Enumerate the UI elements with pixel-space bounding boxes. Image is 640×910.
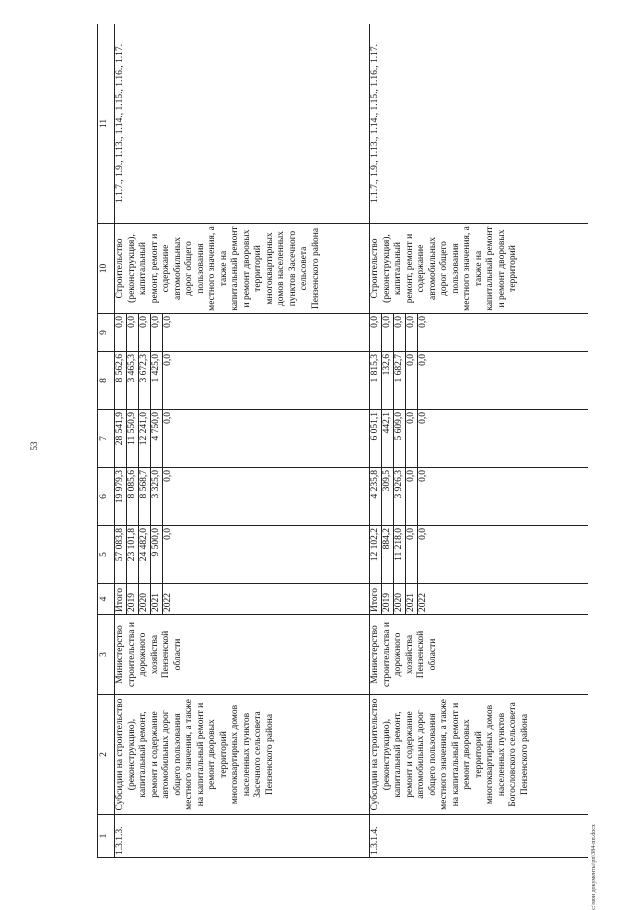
- value: 0,0: [163, 412, 173, 424]
- value: 8 085,6: [127, 468, 139, 525]
- header-col-10: 10: [98, 224, 115, 314]
- row-number: 1.3.1.4.: [370, 815, 589, 858]
- value: 0,0: [370, 314, 382, 351]
- header-row: [98, 24, 115, 858]
- col8-cell: [370, 352, 589, 410]
- value: 4 235,8: [370, 468, 382, 525]
- value: 0,0: [139, 314, 151, 351]
- col5-cell: [115, 526, 370, 584]
- value: 0,0: [115, 314, 127, 351]
- col6-cell: [370, 468, 589, 526]
- col9-cell: [115, 314, 370, 352]
- year-cell: [370, 584, 589, 615]
- value: 0,0: [382, 314, 394, 351]
- measure-name: Субсидии на строительство (реконструкцию), капитальный ремонт, ремонт и содержание автомобильных дорог общего пользования местного значения, а также на капитальный ремонт и ремонт дворовых территорий многоквартирных домов населенных пунктов Засечного сельсовета Пензенского района: [115, 695, 370, 815]
- header-col-5: 5: [98, 526, 115, 584]
- value: 0,0: [394, 314, 406, 351]
- value: 0,0: [418, 316, 428, 328]
- value: 0,0: [127, 314, 139, 351]
- indicator-list: 1.1.7., 1.9., 1.13., 1.14., 1.15., 1.16., 1.17.: [370, 24, 589, 224]
- value: 3 926,3: [394, 468, 406, 525]
- value: 0,0: [406, 468, 418, 525]
- landscape-page: [97, 24, 588, 858]
- header-col-1: 1: [98, 815, 115, 858]
- col6-cell: [115, 468, 370, 526]
- value: 442,1: [382, 410, 394, 467]
- value: 0,0: [163, 354, 173, 366]
- header-col-11: 11: [98, 24, 115, 224]
- col7-cell: [370, 410, 589, 468]
- row-number: 1.3.1.3.: [115, 815, 370, 858]
- col9-cell: [370, 314, 589, 352]
- goal-text: Строительство (реконструкция), капитальный ремонт, ремонт и содержание автомобильных дорог общего пользования местного значения, а также на капитальный ремонт и ремонт дворовых территорий многоквартирных домов населенных пунктов Засечного сельсовета Пензенского района: [115, 224, 370, 314]
- value: 1 425,0: [151, 352, 163, 409]
- footer-file-path: c:\мои документы\рп\384-пп.docx: [591, 824, 597, 910]
- value: 0,0: [163, 470, 173, 482]
- value: 3 672,3: [139, 352, 151, 409]
- value: 19 979,3: [115, 468, 127, 525]
- col8-cell: [115, 352, 370, 410]
- value: 8 562,6: [115, 352, 127, 409]
- value: 23 101,8: [127, 526, 139, 583]
- value: 8 568,7: [139, 468, 151, 525]
- header-col-7: 7: [98, 410, 115, 468]
- value: 0,0: [418, 528, 428, 540]
- year-label: Итого: [115, 584, 127, 614]
- executor: Министерство строительства и дорожного хозяйства Пензенской области: [370, 615, 589, 695]
- value: 0,0: [418, 470, 428, 482]
- value: 9 500,0: [151, 526, 163, 583]
- value: 3 325,0: [151, 468, 163, 525]
- year-label: 2019: [382, 584, 394, 614]
- year-label: 2021: [406, 584, 418, 614]
- value: 3 465,3: [127, 352, 139, 409]
- header-col-8: 8: [98, 352, 115, 410]
- year-cell: [115, 584, 370, 615]
- year-label: Итого: [370, 584, 382, 614]
- table-row: [115, 24, 370, 858]
- value: 0,0: [163, 528, 173, 540]
- page-number: 53: [29, 441, 39, 451]
- rotated-table-area: [97, 24, 588, 858]
- value: 12 102,2: [370, 526, 382, 583]
- value: 884,2: [382, 526, 394, 583]
- value: 57 083,8: [115, 526, 127, 583]
- value: 0,0: [406, 526, 418, 583]
- col7-cell: [115, 410, 370, 468]
- header-col-2: 2: [98, 695, 115, 815]
- col5-cell: [370, 526, 589, 584]
- year-label: 2021: [151, 584, 163, 614]
- value: 0,0: [418, 354, 428, 366]
- table-row: [370, 24, 589, 858]
- value: 0,0: [163, 316, 173, 328]
- year-label: 2020: [139, 584, 151, 614]
- executor: Министерство строительства и дорожного хозяйства Пензенской области: [115, 615, 370, 695]
- header-col-6: 6: [98, 468, 115, 526]
- header-col-9: 9: [98, 314, 115, 352]
- value: 0,0: [406, 314, 418, 351]
- value: 5 609,0: [394, 410, 406, 467]
- value: 1 682,7: [394, 352, 406, 409]
- value: 0,0: [406, 352, 418, 409]
- year-label: 2019: [127, 584, 139, 614]
- year-label: 2022: [418, 593, 428, 612]
- year-label: 2020: [394, 584, 406, 614]
- goal-text: Строительство (реконструкция), капитальный ремонт, ремонт и содержание автомобильных дорог общего пользования местного значения, а также на капитальный ремонт и ремонт дворовых территорий: [370, 224, 589, 314]
- value: 28 541,9: [115, 410, 127, 467]
- subsidies-table: [97, 24, 588, 858]
- value: 132,6: [382, 352, 394, 409]
- value: 1 815,3: [370, 352, 382, 409]
- value: 11 550,9: [127, 410, 139, 467]
- year-label: 2022: [163, 593, 173, 612]
- value: 12 241,0: [139, 410, 151, 467]
- value: 11 218,0: [394, 526, 406, 583]
- value: 309,5: [382, 468, 394, 525]
- value: 6 051,1: [370, 410, 382, 467]
- value: 4 750,0: [151, 410, 163, 467]
- value: 0,0: [151, 314, 163, 351]
- value: 24 482,0: [139, 526, 151, 583]
- measure-name: Субсидии на строительство (реконструкцию), капитальный ремонт, ремонт и содержание автомобильных дорог общего пользования местного значения, а также на капитальный ремонт и ремонт дворовых территорий многоквартирных домов населенных пунктов Богословского сельсовета Пензенского района: [370, 695, 589, 815]
- value: 0,0: [418, 412, 428, 424]
- indicator-list: 1.1.7., 1.9., 1.13., 1.14., 1.15., 1.16., 1.17.: [115, 24, 370, 224]
- header-col-4: 4: [98, 584, 115, 615]
- header-col-3: 3: [98, 615, 115, 695]
- value: 0,0: [406, 410, 418, 467]
